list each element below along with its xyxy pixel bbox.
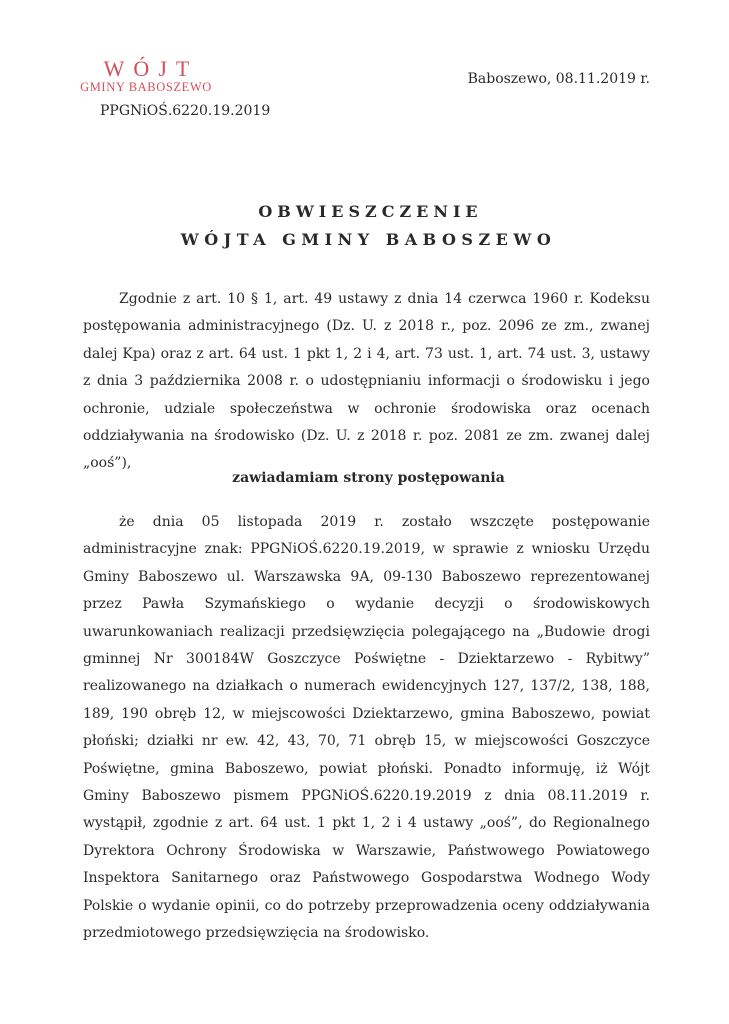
stamp-subtitle: GMINY BABOSZEWO xyxy=(80,80,212,94)
reference-number: PPGNiOŚ.6220.19.2019 xyxy=(100,103,271,119)
stamp-title: WÓJT xyxy=(103,56,199,81)
legal-basis-paragraph: Zgodnie z art. 10 § 1, art. 49 ustawy z dnia 14 czerwca 1960 r. Kodeksu postępowania administracyjnego (Dz. U. z 2018 r., poz. 2096 ze zm., zwanej dalej Kpa) oraz z art. 64 ust. 1 pkt 1, 2 i 4, art. 73 ust. 1, art. 74 ust. 3, ustawy z dnia 3 października 2008 r. o udostępnianiu informacji o środowisku i jego ochronie, udziale społeczeństwa w ochronie środowiska oraz ocenach oddziaływania na środowisko (Dz. U. z 2018 r. poz. 2081 ze zm. zwanej dalej „ooś”), xyxy=(83,291,650,472)
official-stamp xyxy=(66,58,226,94)
notice-heading: zawiadamiam strony postępowania xyxy=(232,470,505,486)
document-subtitle: WÓJTA GMINY BABOSZEWO xyxy=(180,230,557,249)
document-title: OBWIESZCZENIE xyxy=(258,202,483,221)
content-paragraph: że dnia 05 listopada 2019 r. zostało wszczęte postępowanie administracyjne znak: PPGNiOŚ.6220.19.2019, w sprawie z wniosku Urzędu Gminy Baboszewo ul. Warszawska 9A, 09-130 Baboszewo reprezentowanej przez Pawła Szymańskiego o wydanie decyzji o środowiskowych uwarunkowaniach realizacji przedsięwzięcia polegającego na „Budowie drogi gminnej Nr 300184W Goszczyce Poświętne - Dziektarzewo - Rybitwy” realizowanego na działkach o numerach ewidencyjnych 127, 137/2, 138, 188, 189, 190 obręb 12, w miejscowości Dziektarzewo, gmina Baboszewo, powiat płoński; działki nr ew. 42, 43, 70, 71 obręb 15, w miejscowości Goszczyce Poświętne, gmina Baboszewo, powiat płoński. Ponadto informuję, iż Wójt Gminy Baboszewo pismem PPGNiOŚ.6220.19.2019 z dnia 08.11.2019 r. wystąpił, zgodnie z art. 64 ust. 1 pkt 1, 2 i 4 ustawy „ooś”, do Regionalnego Dyrektora Ochrony Środowiska w Warszawie, Państwowego Powiatowego Inspektora Sanitarnego oraz Państwowego Gospodarstwa Wodnego Wody Polskie o wydanie opinii, co do potrzeby przeprowadzenia oceny oddziaływania przedmiotowego przedsięwzięcia na środowisko. xyxy=(83,514,650,942)
document-date: Baboszewo, 08.11.2019 r. xyxy=(467,71,650,87)
